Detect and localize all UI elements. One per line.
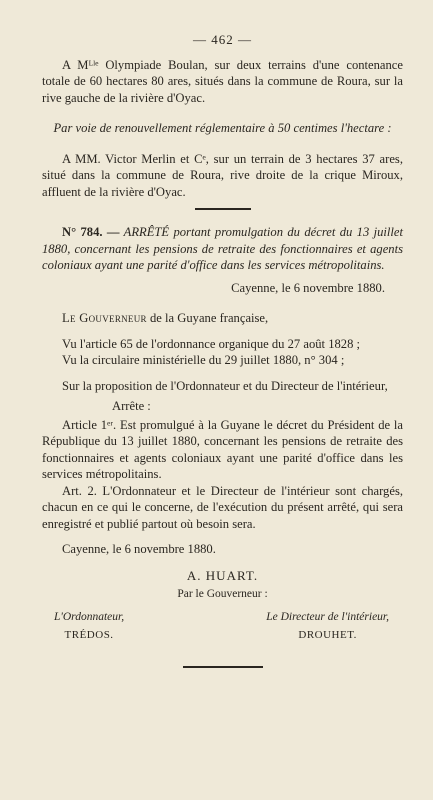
- arrete-title: ARRÊTÉ portant promulgation du décret du 13 juillet 1880, concernant les pensions de retraite des fonctionnaires et agents coloniaux ayant une parité d'office dans les services métropolitains.: [42, 225, 404, 272]
- article-1: Article 1ᵉʳ. Est promulgué à la Guyane le décret du Président de la République du 13 juillet 1880, concernant les pensions de retraite des fonctionnaires et agents coloniaux ayant une parité d'office dans les services métropolitains.: [42, 417, 403, 481]
- arrete-number: N° 784. —: [62, 225, 120, 239]
- governor-label: Le Gouverneur: [62, 311, 147, 325]
- signatory-directeur: [266, 609, 389, 644]
- directeur-title: Le Directeur de l'intérieur,: [266, 610, 389, 623]
- vu-circulaire: Vu la circulaire ministérielle du 29 juillet 1880, n° 304 ;: [62, 353, 345, 367]
- ordonnateur-title: L'Ordonnateur,: [54, 610, 125, 623]
- concession-paragraph-merlin: A MM. Victor Merlin et Cᵉ, sur un terrain de 3 hectares 37 ares, situé dans la commune de Roura, rive droite de la crique Miroux, affluent de la rivière d'Oyac.: [42, 151, 403, 199]
- arrete-label: Arrête :: [112, 399, 151, 413]
- page-number: — 462 —: [193, 32, 252, 47]
- end-divider: [183, 666, 263, 668]
- signatories-row: [42, 609, 403, 644]
- signatory-ordonnateur: [54, 609, 124, 644]
- closing-date: Cayenne, le 6 novembre 1880.: [62, 542, 216, 556]
- place-date: Cayenne, le 6 novembre 1880.: [231, 280, 385, 295]
- proposition-paragraph: Sur la proposition de l'Ordonnateur et du Directeur de l'intérieur,: [62, 378, 388, 393]
- section-divider: [195, 208, 251, 210]
- arrete-heading: [42, 224, 403, 274]
- vu-article: Vu l'article 65 de l'ordonnance organique du 27 août 1828 ;: [62, 336, 361, 351]
- renewal-note: Par voie de renouvellement réglementaire à 50 centimes l'hectare :: [53, 121, 392, 135]
- article-2: Art. 2. L'Ordonnateur et le Directeur de l'intérieur sont chargés, chacun en ce qui le concerne, de l'exécution du présent arrêté, qui sera enregistré et publié partout où besoin sera.: [42, 483, 403, 531]
- par-le-gouverneur: Par le Gouverneur :: [177, 588, 268, 600]
- directeur-name: DROUHET.: [298, 629, 357, 641]
- concession-paragraph-boulan: A Mᴸˡᵉ Olympiade Boulan, sur deux terrains d'une contenance totale de 60 hectares 80 ares, situés dans la commune de Roura, sur la rive gauche de la rivière d'Oyac.: [42, 57, 403, 105]
- governor-rest: de la Guyane française,: [146, 311, 269, 325]
- ordonnateur-name: TRÉDOS.: [64, 629, 114, 641]
- governor-line: [42, 310, 403, 327]
- governor-signature: A. HUART.: [186, 567, 259, 583]
